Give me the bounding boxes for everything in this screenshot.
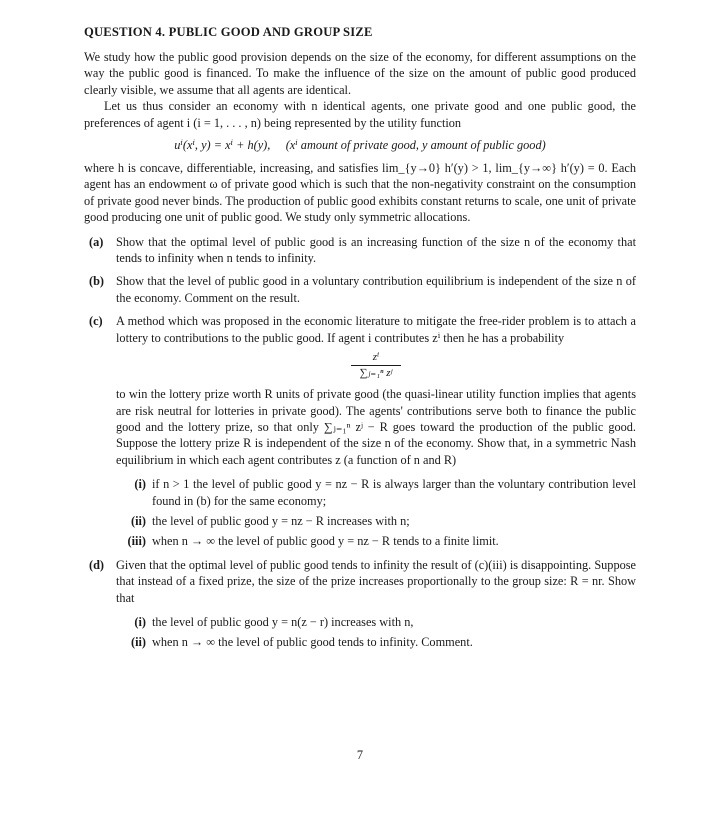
subitem-text: if n > 1 the level of public good y = nz − R is always larger than the voluntary contribution level found in (b) for the same economy; (152, 477, 636, 508)
item-d-text: Given that the optimal level of public good tends to infinity the result of (c)(iii) is disappointing. Suppose that instead of a fixed prize, the size of the prize increases proportionally to the group size: R = nr. Show that (116, 557, 636, 605)
item-c-label: (c) (89, 314, 103, 329)
item-c-text-2: to win the lottery prize worth R units of private good (the quasi-linear utility function implies that agents are risk neutral for lotteries in private good). The agents' contributions serve both to finance the public good and the lottery prize, so that only ∑ⱼ₌₁ⁿ zʲ − R goes toward the production of the public good. Suppose the lottery prize R is independent of the size n of the economy. Show that, in a symmetric Nash equilibrium in which each agent contributes z (a function of n and R) (116, 387, 636, 467)
question-items (84, 234, 636, 651)
item-b-label: (b) (89, 274, 105, 289)
item-d-label: (d) (89, 557, 105, 572)
utility-formula: uⁱ(xⁱ, y) = xⁱ + h(y), (174, 138, 271, 153)
item-b (84, 273, 636, 306)
fraction-denominator: ∑ⱼ₌₁ⁿ zʲ (359, 367, 393, 380)
item-a (84, 234, 636, 267)
item-c (84, 313, 636, 549)
item-d-subitem (116, 634, 636, 650)
subitem-text: when n → ∞ the level of public good tends to infinity. Comment. (152, 635, 473, 650)
subitem-label: (i) (134, 477, 146, 492)
item-a-label: (a) (89, 234, 104, 249)
subitem-text: when n → ∞ the level of public good y = nz − R tends to a finite limit. (152, 534, 499, 549)
item-c-subitems (116, 476, 636, 550)
probability-fraction (351, 351, 401, 380)
utility-formula-note: (xⁱ amount of private good, y amount of public good) (285, 138, 546, 153)
item-b-text: Show that the level of public good in a voluntary contribution equilibrium is independent of the size n of the economy. Comment on the result. (116, 274, 636, 305)
item-c-text-1: A method which was proposed in the economic literature to mitigate the free-rider problem is to attach a lottery to contributions to the public good. If agent i contributes zⁱ then he has a probability (116, 314, 636, 345)
intro-paragraph-1: We study how the public good provision depends on the size of the economy, for different assumptions on the way the public good is financed. To make the influence of the size on the amount of public good produced clearly visible, we assume that all agents are identical. (84, 50, 636, 97)
item-d-subitems (116, 614, 636, 651)
page-number: 7 (356, 748, 364, 762)
subitem-label: (ii) (130, 513, 146, 528)
subitem-label: (ii) (130, 635, 146, 650)
subitem-text: the level of public good y = nz − R increases with n; (152, 513, 410, 528)
question-title: QUESTION 4. PUBLIC GOOD AND GROUP SIZE (84, 25, 373, 39)
item-c-subitem (116, 533, 636, 549)
item-a-text: Show that the optimal level of public good is an increasing function of the size n of the economy that tends to infinity when n tends to infinity. (116, 234, 636, 266)
subitem-label: (i) (134, 614, 146, 629)
fraction-numerator: zⁱ (351, 351, 401, 366)
item-c-subitem (116, 513, 636, 529)
question-page (84, 24, 636, 658)
intro-paragraph-2: Let us thus consider an economy with n identical agents, one private good and one public good, the preferences of agent i (i = 1, . . . , n) being represented by the utility function (84, 99, 636, 130)
item-d (84, 557, 636, 651)
subitem-label: (iii) (127, 534, 146, 549)
subitem-text: the level of public good y = n(z − r) increases with n, (152, 614, 414, 629)
item-d-subitem (116, 614, 636, 630)
intro-paragraph-3: where h is concave, differentiable, increasing, and satisfies lim_{y→0} h′(y) > 1, lim_{y→∞} h′(y) = 0. Each agent has an endowment ω of private good which is such that the non-negativity constraint on the consumption of private good never binds. The production of public good exhibits constant returns to scale, one unit of private good producing one unit of public good. We study only symmetric allocations. (84, 161, 636, 225)
utility-equation (84, 137, 636, 154)
item-c-subitem (116, 476, 636, 509)
